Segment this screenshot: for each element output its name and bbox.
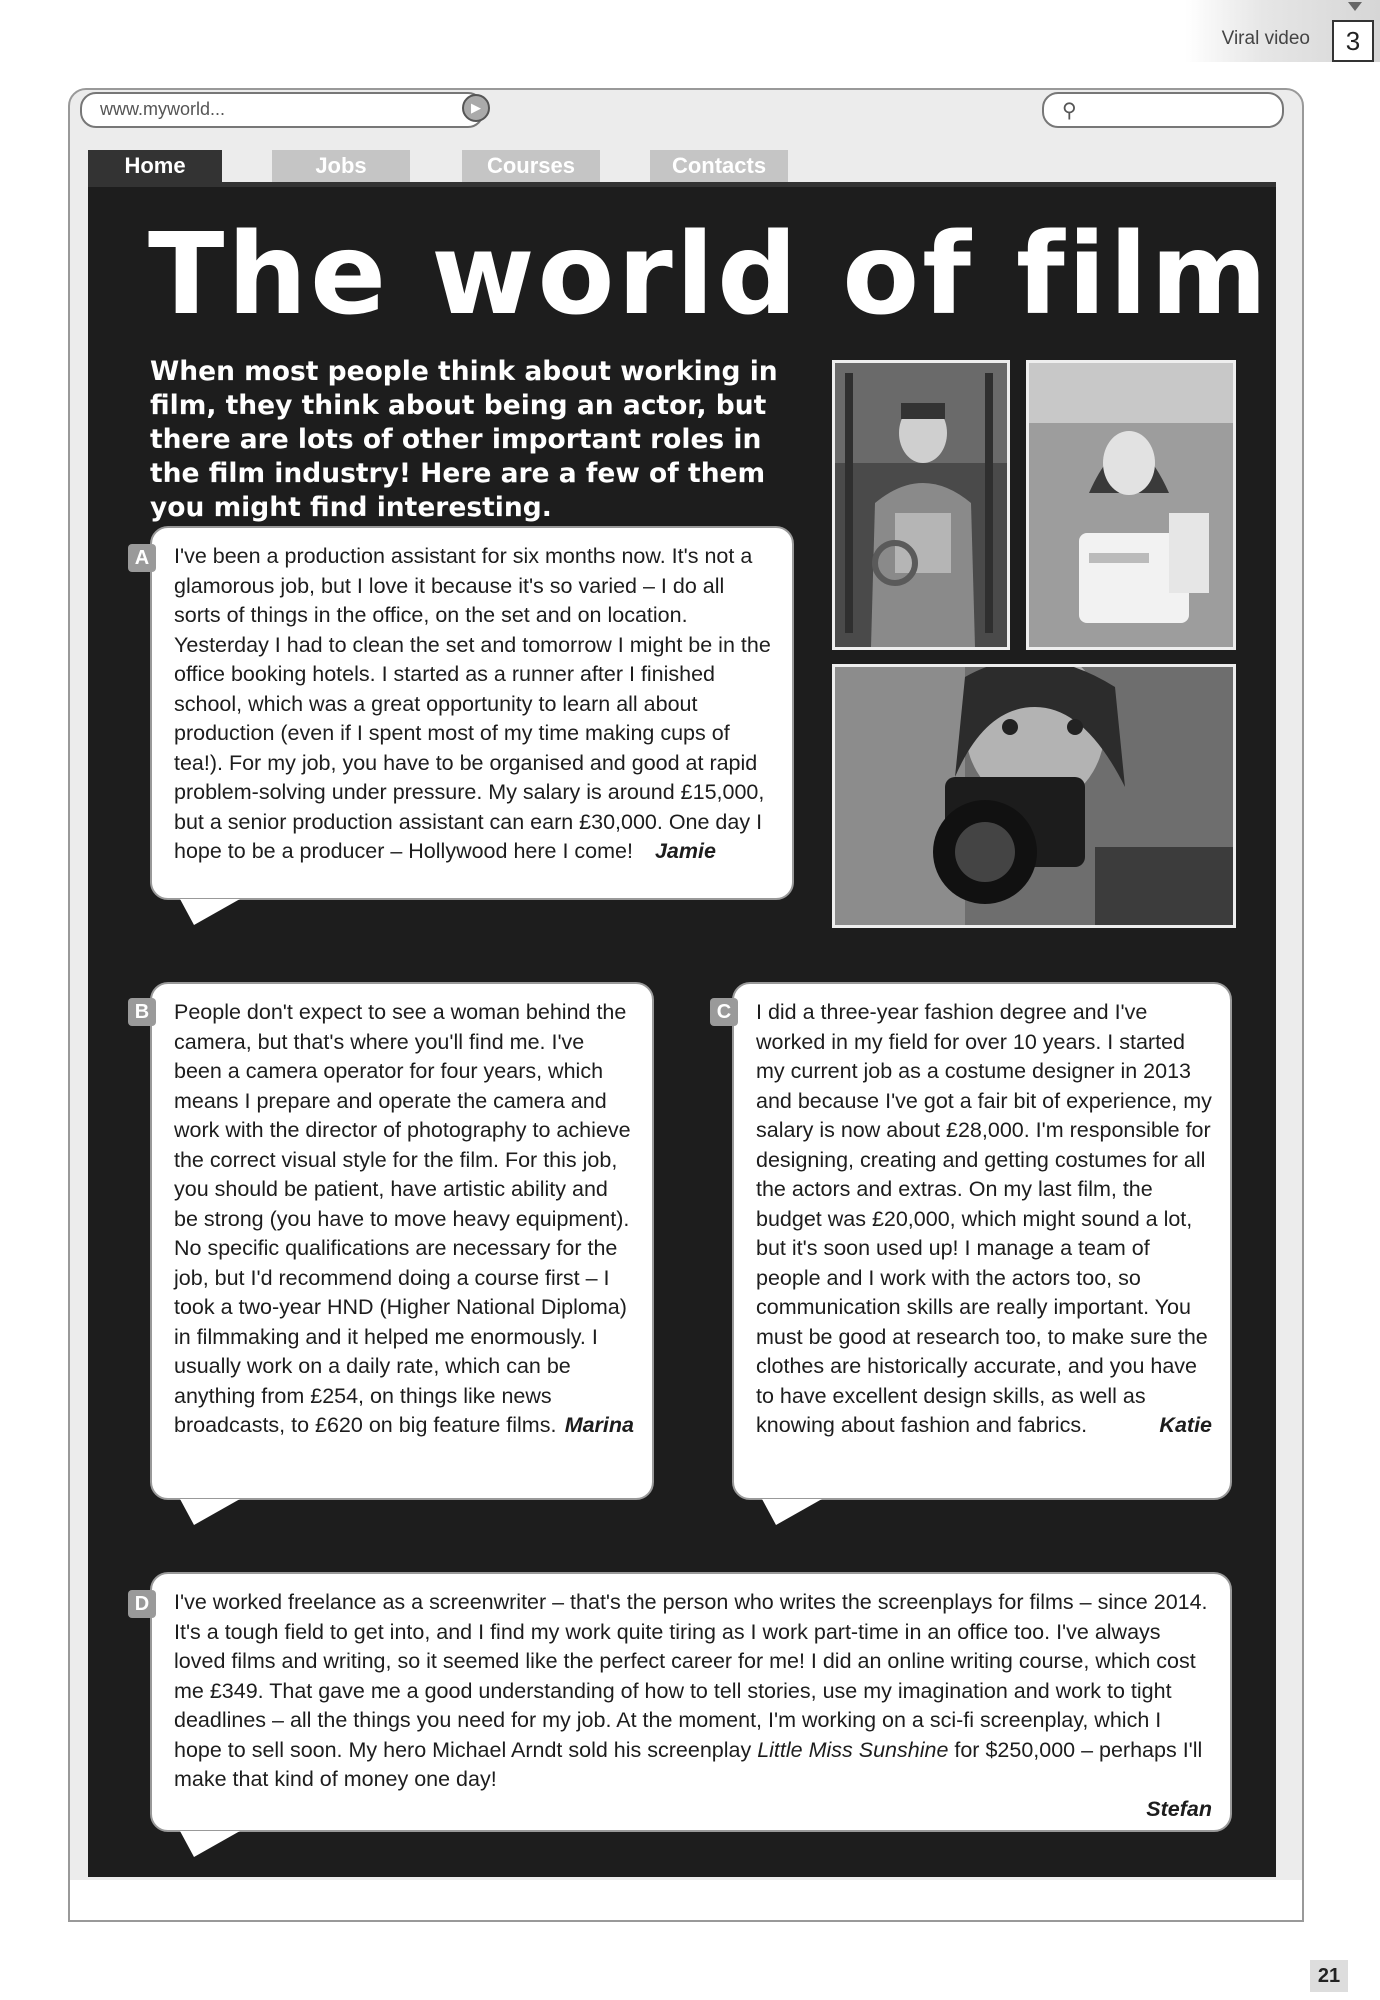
address-bar[interactable] — [80, 92, 484, 128]
unit-label: Viral video — [1221, 28, 1310, 49]
address-text: www.myworld... — [100, 99, 226, 119]
section-letter-b: B — [128, 998, 156, 1026]
author-name: Stefan — [1146, 1796, 1212, 1821]
magnifier-icon: ⚲ — [1062, 100, 1077, 122]
quote-jamie — [150, 526, 794, 900]
search-input[interactable] — [1042, 92, 1284, 128]
quote-text: I did a three-year fashion degree and I've worked in my field for over 10 years. I started my current job as a costume designer in 2013 and because I've got a fair bit of experience, my salary is now about £28,000. I'm responsible for designing, creating and getting costumes for all the actors and extras. On my last film, the budget was £20,000, which might sound a lot, but it's soon used up! I manage a team of people and I work with the actors too, so communication skills are really important. You must be good at research too, to make sure the clothes are historically accurate, and you have to have excellent design skills, as well as knowing about fashion and fabrics. Katie — [756, 998, 1212, 1441]
film-title: Little Miss Sunshine — [757, 1737, 949, 1762]
quote-text: I've been a production assistant for six months now. It's not a glamorous job, but I love it because it's so varied – I do all sorts of things in the office, on the set and on location. Yesterday I had to clean the set and tomorrow I might be in the office booking hotels. I started as a runner after I finished school, which was a great opportunity to learn all about production (even if I spent most of my time making cups of tea!). For my job, you have to be organised and good at rapid problem-solving under pressure. My salary is around £15,000, but a senior production assistant can earn £30,000. One day I hope to be a producer – Hollywood here I come! Jamie — [174, 544, 771, 863]
photo-production-assistant — [832, 360, 1010, 650]
quote-text: I've worked freelance as a screenwriter – that's the person who writes the screenplays for films – since 2014. It's a tough field to get into, and I find my work quite tiring as I work part-time in an office too. I've always loved films and writing, so it seemed like the perfect career for me! I did an online writing course, which cost me £349. That gave me a good understanding of how to tell stories, use my imagination and work to tight deadlines – all the things you need for my job. At the moment, I'm working on a sci-fi screenplay, which I hope to sell soon. My hero Michael Arndt sold his screenplay Little Miss Sunshine for $250,000 – perhaps I'll make that kind of money one day! — [174, 1590, 1208, 1791]
section-letter-a: A — [128, 544, 156, 572]
section-letter-d: D — [128, 1590, 156, 1618]
browser-bottom-frame — [68, 1880, 1304, 1922]
unit-tab — [1185, 0, 1380, 62]
tab-courses[interactable]: Courses — [462, 150, 600, 182]
speech-tail — [180, 1831, 240, 1857]
author-name: Marina — [564, 1413, 634, 1437]
quote-text: People don't expect to see a woman behind the camera, but that's where you'll find me. I've been a camera operator for four years, which means I prepare and operate the camera and work with the director of photography to achieve the correct visual style for the film. For this job, you should be patient, have artistic ability and be strong (you have to move heavy equipment). No specific qualifications are necessary for the job, but I'd recommend doing a course first – I took a two-year HND (Higher National Diploma) in filmmaking and it helped me enormously. I usually work on a daily rate, which can be anything from £254, on things like news broadcasts, to £620 on big feature films. Marina — [174, 998, 634, 1441]
triangle-down-icon — [1348, 2, 1362, 11]
intro-text: When most people think about working in film, they think about being an actor, but there are lots of other important roles in the film industry! Here are a few of them you might find interesting. — [150, 356, 778, 523]
speech-tail — [762, 1499, 822, 1525]
section-letter-c: C — [710, 998, 738, 1026]
speech-tail — [180, 1499, 240, 1525]
page-title: The world of film — [148, 210, 1271, 340]
unit-number: 3 — [1332, 20, 1374, 62]
tab-home[interactable]: Home — [88, 150, 222, 182]
tab-contacts[interactable]: Contacts — [650, 150, 788, 182]
photo-camera-operator — [832, 664, 1236, 928]
page-number: 21 — [1310, 1960, 1348, 1992]
tab-jobs[interactable]: Jobs — [272, 150, 410, 182]
quote-marina — [150, 982, 654, 1500]
photo-costume-designer — [1026, 360, 1236, 650]
quote-stefan — [150, 1572, 1232, 1832]
quote-katie — [732, 982, 1232, 1500]
author-name: Jamie — [654, 839, 716, 863]
speech-tail — [180, 899, 240, 925]
author-name: Katie — [1159, 1413, 1212, 1437]
play-arrow-icon[interactable]: ▶ — [462, 94, 490, 122]
